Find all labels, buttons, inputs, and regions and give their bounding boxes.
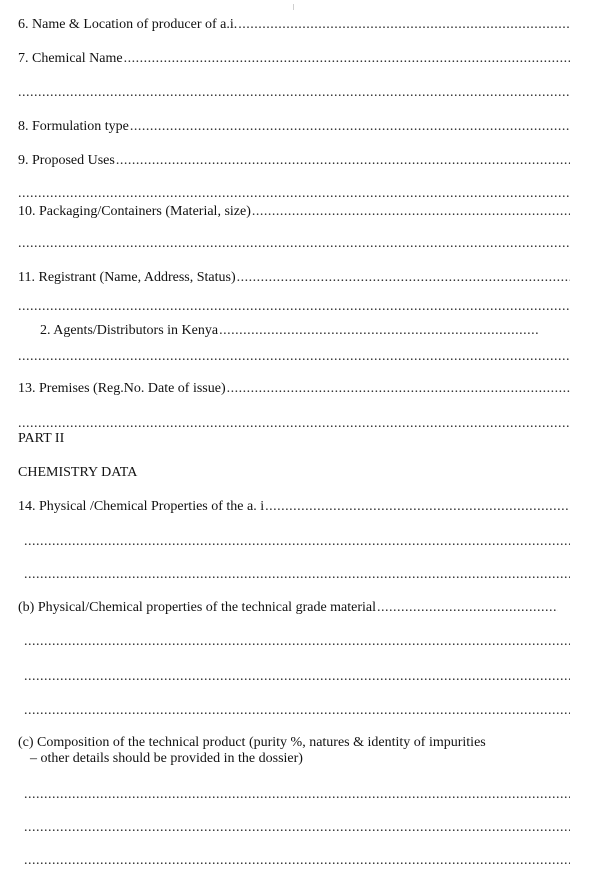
dotted-fill-line [130, 119, 570, 135]
field-proposed-uses-continuation[interactable] [18, 186, 570, 202]
field-technical-grade-continuation[interactable] [24, 703, 570, 719]
dotted-fill-line [24, 567, 570, 583]
composition-label-line2: – other details should be provided in the dossier) [30, 751, 303, 766]
dotted-fill-line [116, 153, 570, 169]
dotted-fill-line [18, 416, 570, 432]
field-physical-chemical-properties-ai[interactable] [18, 499, 570, 515]
field-premises[interactable] [18, 381, 570, 397]
part-heading: PART II [18, 431, 65, 446]
dotted-fill-line [24, 634, 570, 650]
dotted-fill-line [24, 703, 570, 719]
dotted-fill-line [377, 600, 558, 616]
field-chemical-name[interactable] [18, 51, 570, 67]
field-technical-grade-continuation[interactable] [24, 634, 570, 650]
field-label: 6. Name & Location of producer of a.i. [18, 17, 238, 32]
field-label: 13. Premises (Reg.No. Date of issue) [18, 381, 226, 396]
field-technical-grade-continuation[interactable] [24, 669, 570, 685]
field-label: 11. Registrant (Name, Address, Status) [18, 270, 236, 285]
dotted-fill-line [24, 669, 570, 685]
field-composition-line[interactable] [24, 853, 570, 869]
field-chemical-name-continuation[interactable] [18, 85, 570, 101]
dotted-fill-line [252, 204, 570, 220]
dotted-fill-line [18, 85, 570, 101]
field-registrant-continuation[interactable] [18, 299, 570, 315]
field-agents-continuation[interactable] [18, 349, 570, 365]
dotted-fill-line [18, 186, 570, 202]
field-label: 9. Proposed Uses [18, 153, 115, 168]
field-label: (b) Physical/Chemical properties of the technical grade material [18, 600, 377, 615]
dotted-fill-line [18, 349, 570, 365]
dotted-fill-line [18, 236, 570, 252]
composition-label-line1: (c) Composition of the technical product (purity %, natures & identity of impurities [18, 735, 486, 750]
field-label: 7. Chemical Name [18, 51, 123, 66]
dotted-fill-line [265, 499, 570, 515]
dotted-fill-line [227, 381, 570, 397]
field-registrant[interactable] [18, 270, 570, 286]
field-formulation-type[interactable] [18, 119, 570, 135]
dotted-fill-line [24, 787, 570, 803]
section-heading: CHEMISTRY DATA [18, 465, 138, 480]
dotted-fill-line [237, 270, 570, 286]
field-agents-distributors[interactable] [40, 323, 540, 339]
field-composition-line[interactable] [24, 820, 570, 836]
field-label: 14. Physical /Chemical Properties of the a. i [18, 499, 265, 514]
dotted-fill-line [24, 534, 570, 550]
dotted-fill-line [219, 323, 540, 339]
field-producer-location[interactable] [18, 17, 570, 33]
dotted-fill-line [24, 820, 570, 836]
field-properties-ai-continuation[interactable] [24, 567, 570, 583]
field-proposed-uses[interactable] [18, 153, 570, 169]
field-composition-line[interactable] [24, 787, 570, 803]
field-packaging-continuation[interactable] [18, 236, 570, 252]
dotted-fill-line [24, 853, 570, 869]
field-properties-ai-continuation[interactable] [24, 534, 570, 550]
field-label: 2. Agents/Distributors in Kenya [40, 323, 219, 338]
field-label: 8. Formulation type [18, 119, 129, 134]
field-packaging-containers[interactable] [18, 204, 570, 220]
field-composition-label [18, 735, 486, 767]
field-technical-grade-properties[interactable] [18, 600, 558, 616]
field-label: 10. Packaging/Containers (Material, size) [18, 204, 251, 219]
scan-mark [293, 4, 294, 10]
dotted-fill-line [238, 17, 570, 33]
dotted-fill-line [124, 51, 570, 67]
dotted-fill-line [18, 299, 570, 315]
field-premises-continuation[interactable] [18, 416, 570, 432]
